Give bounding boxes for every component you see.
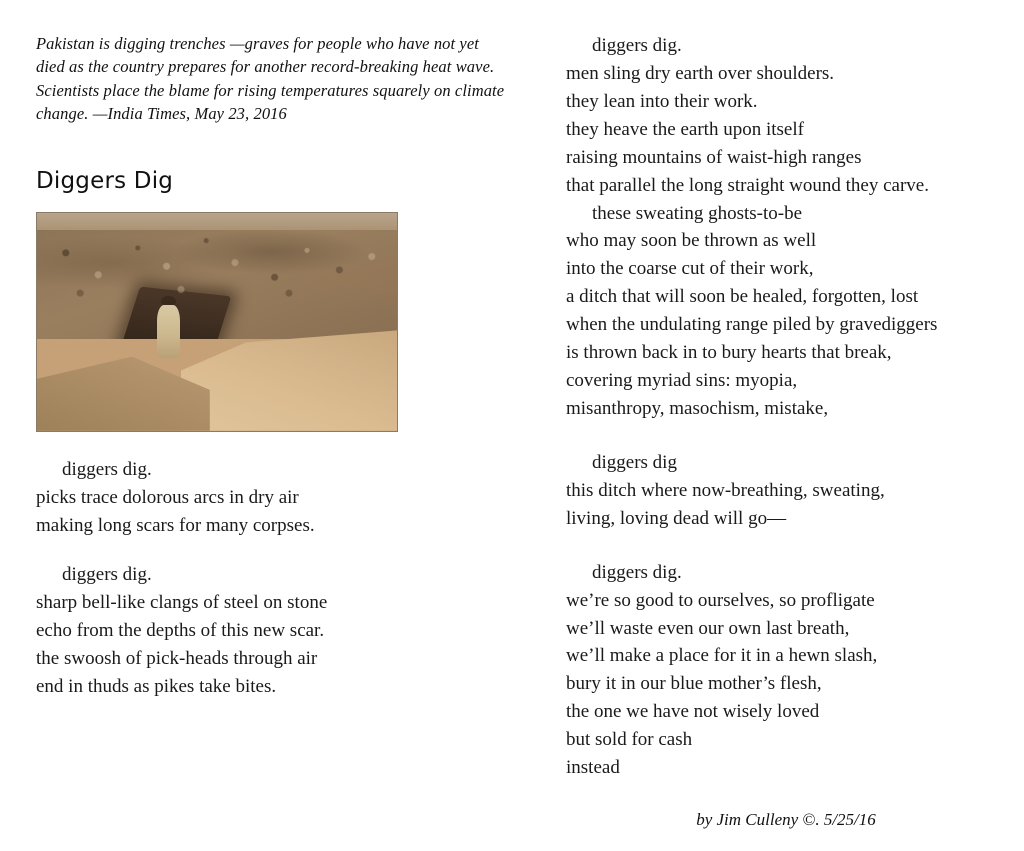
poem-line: echo from the depths of this new scar. [36, 620, 325, 642]
poem-line: the one we have not wisely loved [566, 701, 820, 723]
left-poem-text [36, 456, 506, 701]
poem-line: but sold for cash [566, 729, 693, 751]
poem-line: diggers dig. [592, 561, 682, 583]
byline: by Jim Culleny ©. 5/25/16 [696, 810, 876, 830]
trench-photo [36, 212, 398, 432]
poem-line: covering myriad sins: myopia, [566, 370, 798, 392]
page-title: Diggers Dig [36, 167, 174, 194]
stanza [36, 456, 506, 540]
photo-rubble-texture [37, 226, 397, 348]
poem-line: living, loving dead will go— [566, 507, 787, 529]
poem-line: bury it in our blue mother’s flesh, [566, 673, 822, 695]
poem-line: sharp bell-like clangs of steel on stone [36, 592, 328, 614]
poem-line: misanthropy, masochism, mistake, [566, 397, 829, 419]
poem-line: diggers dig [592, 451, 677, 473]
stanza [566, 449, 996, 533]
trench-photo-image [37, 213, 397, 431]
poem-line: when the undulating range piled by gravediggers [566, 314, 938, 336]
poem-line: they lean into their work. [566, 90, 758, 112]
poem-line: diggers dig. [62, 564, 152, 586]
poem-line: into the coarse cut of their work, [566, 258, 814, 280]
photo-digger-body [157, 305, 180, 357]
poem-line: is thrown back in to bury hearts that break, [566, 342, 892, 364]
poem-line: that parallel the long straight wound they carve. [566, 174, 929, 196]
right-poem-text [566, 32, 996, 833]
poem-line: raising mountains of waist-high ranges [566, 146, 862, 168]
right-column [566, 32, 996, 833]
poem-line: these sweating ghosts-to-be [592, 202, 803, 224]
stanza [36, 561, 506, 701]
poem-line: we’ll waste even our own last breath, [566, 617, 850, 639]
poem-line: instead [566, 757, 620, 779]
poem-line: diggers dig. [62, 458, 152, 480]
poem-line: picks trace dolorous arcs in dry air [36, 486, 299, 508]
poem-line: men sling dry earth over shoulders. [566, 62, 835, 84]
stanza [566, 559, 996, 782]
poem-line: a ditch that will soon be healed, forgotten, lost [566, 286, 919, 308]
poem-line: diggers dig. [592, 35, 682, 56]
poem-line: they heave the earth upon itself [566, 118, 804, 140]
poem-line: making long scars for many corpses. [36, 514, 315, 536]
stanza [566, 32, 996, 423]
epigraph: Pakistan is digging trenches —graves for people who have not yet died as the country prepares for another record-breaking heat wave. Scientists place the blame for rising temperatures squarely on climate change. —India Times, May 23, 2016 [36, 34, 505, 124]
poem-line: we’ll make a place for it in a hewn slash, [566, 645, 878, 667]
poem-line: we’re so good to ourselves, so profligate [566, 589, 875, 611]
left-column [36, 32, 506, 701]
poem-line: this ditch where now-breathing, sweating, [566, 479, 885, 501]
photo-digger-figure [156, 296, 181, 357]
poem-line: the swoosh of pick-heads through air [36, 648, 318, 670]
poem-line: end in thuds as pikes take bites. [36, 676, 277, 698]
poem-line: who may soon be thrown as well [566, 230, 817, 252]
